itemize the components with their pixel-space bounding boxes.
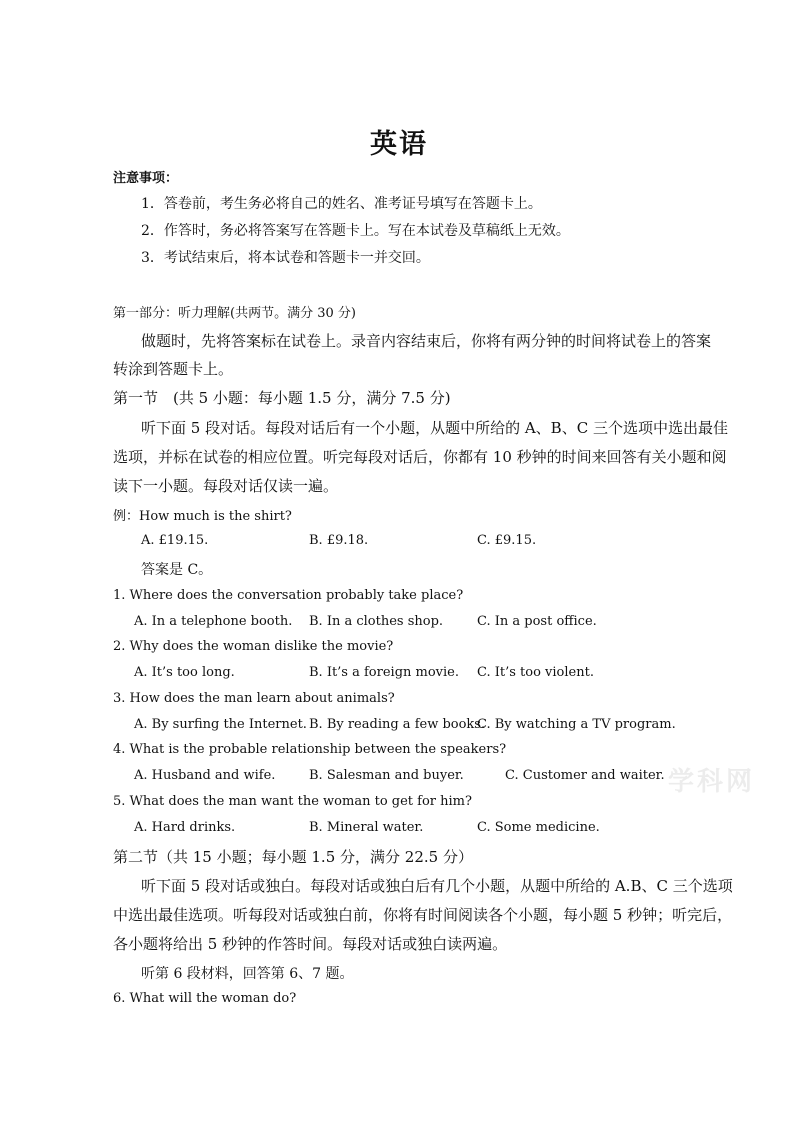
section1-instruction-line: 读下一小题。每段对话仅读一遍。 [113, 477, 339, 495]
example-option-b: B. £9.18. [309, 533, 369, 548]
part1-instruction-line: 转涂到答题卡上。 [113, 360, 234, 378]
section2-instruction-line: 各小题将给出 5 秒钟的作答时间。每段对话或独白读两遍。 [113, 935, 508, 953]
question-stem: 6. What will the woman do? [113, 991, 297, 1006]
example-answer: 答案是 C。 [141, 562, 213, 578]
question-option-c: C. It’s too violent. [477, 665, 594, 680]
question-stem: 5. What does the man want the woman to get for him? [113, 794, 472, 809]
section1-instruction-line: 选项，并标在试卷的相应位置。听完每段对话后，你都有 10 秒钟的时间来回答有关小题和阅 [113, 448, 727, 466]
note-item: 3．考试结束后，将本试卷和答题卡一并交回。 [141, 250, 430, 266]
watermark-logo: 学科网 [668, 767, 756, 797]
question-option-b: B. Mineral water. [309, 820, 424, 835]
question-option-c: C. In a post office. [477, 614, 597, 629]
note-item: 2．作答时，务必将答案写在答题卡上。写在本试卷及草稿纸上无效。 [141, 223, 570, 239]
example-option-c: C. £9.15. [477, 533, 537, 548]
section2-heading: 第二节（共 15 小题；每小题 1.5 分，满分 22.5 分） [113, 848, 473, 866]
example-question: 例：How much is the shirt? [113, 509, 292, 524]
section1-instruction-line: 听下面 5 段对话。每段对话后有一个小题，从题中所给的 A、B、C 三个选项中选出最佳 [141, 419, 728, 437]
question-stem: 1. Where does the conversation probably take place? [113, 588, 464, 603]
question-option-b: B. In a clothes shop. [309, 614, 444, 629]
question-option-c: C. Customer and waiter. [505, 768, 665, 783]
question-stem: 4. What is the probable relationship between the speakers? [113, 742, 507, 757]
part1-instruction-line: 做题时，先将答案标在试卷上。录音内容结束后，你将有两分钟的时间将试卷上的答案 [141, 332, 712, 350]
question-option-c: C. Some medicine. [477, 820, 600, 835]
question-option-b: B. It’s a foreign movie. [309, 665, 460, 680]
question-option-b: B. Salesman and buyer. [309, 768, 464, 783]
question-option-a: A. Hard drinks. [134, 820, 236, 835]
question-option-a: A. It’s too long. [134, 665, 235, 680]
question-option-c: C. By watching a TV program. [477, 717, 676, 732]
note-item: 1．答卷前，考生务必将自己的姓名、准考证号填写在答题卡上。 [141, 196, 542, 212]
part1-heading: 第一部分：听力理解(共两节。满分 30 分) [113, 306, 356, 321]
example-option-a: A. £19.15. [141, 533, 209, 548]
question-stem: 3. How does the man learn about animals? [113, 691, 395, 706]
question-option-a: A. Husband and wife. [134, 768, 276, 783]
notes-heading: 注意事项： [113, 171, 179, 186]
material-note: 听第 6 段材料，回答第 6、7 题。 [141, 966, 354, 982]
question-option-a: A. In a telephone booth. [134, 614, 293, 629]
section2-instruction-line: 中选出最佳选项。听每段对话或独白前，你将有时间阅读各个小题，每小题 5 秒钟；听完后， [113, 906, 733, 924]
page-title: 英语 [370, 129, 428, 160]
question-stem: 2. Why does the woman dislike the movie? [113, 639, 394, 654]
section2-instruction-line: 听下面 5 段对话或独白。每段对话或独白后有几个小题，从题中所给的 A.B、C 三个选项 [141, 877, 733, 895]
question-option-a: A. By surfing the Internet. [134, 717, 307, 732]
question-option-b: B. By reading a few books. [309, 717, 486, 732]
section1-heading: 第一节 (共 5 小题：每小题 1.5 分，满分 7.5 分) [113, 389, 451, 407]
